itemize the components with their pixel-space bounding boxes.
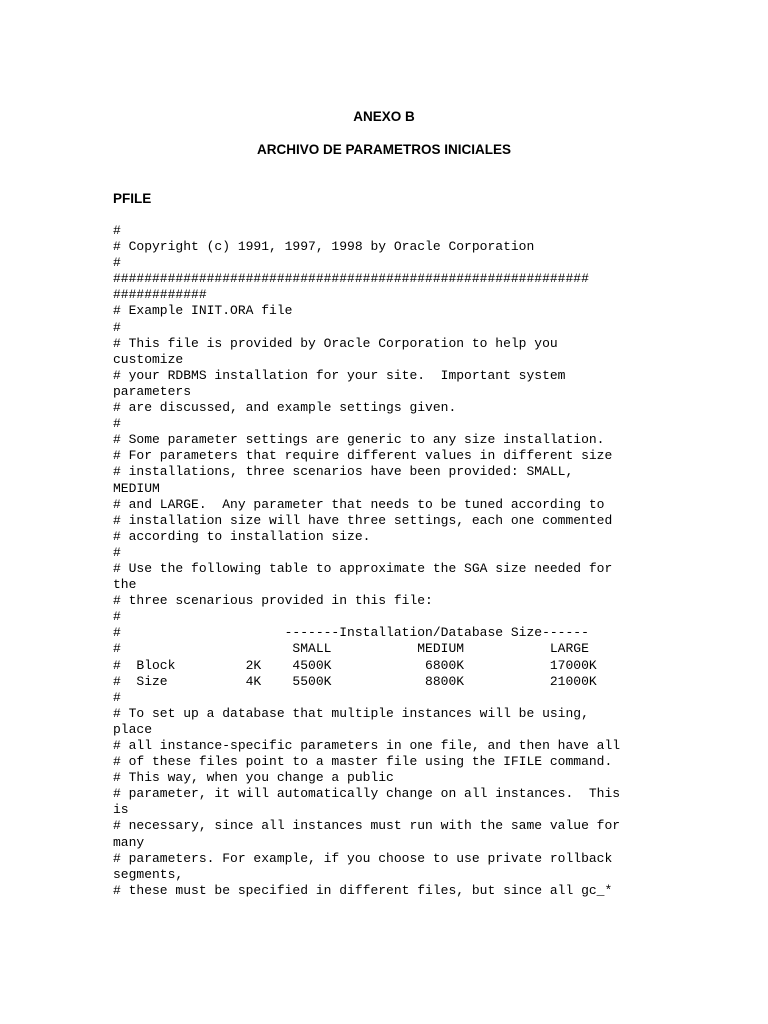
code-line: # [113,416,121,432]
code-line: # Use the following table to approximate the SGA size needed for [113,560,613,576]
code-line: # [113,689,121,705]
code-line: # [113,255,121,271]
code-line: # [113,609,121,625]
code-line: # parameters. For example, if you choose to use private rollback [113,850,613,866]
code-line: # installation size will have three settings, each one commented [113,512,613,528]
code-line: # parameter, it will automatically change on all instances. This [113,786,621,802]
code-line: # Size 4K 5500K 8800K 21000K [113,673,597,689]
code-line: # [113,319,121,335]
code-line: # these must be specified in different files, but since all gc_* [113,882,613,898]
code-line: # Block 2K 4500K 6800K 17000K [113,657,597,673]
annex-title: ANEXO B [353,109,415,124]
code-line: # For parameters that require different values in different size [113,448,613,464]
code-line: # and LARGE. Any parameter that needs to be tuned according to [113,496,605,512]
code-line: segments, [113,866,184,882]
code-line: # necessary, since all instances must run with the same value for [113,818,621,834]
code-line: MEDIUM [113,480,160,496]
code-line: # installations, three scenarios have been provided: SMALL, [113,464,574,480]
code-line: # all instance-specific parameters in one file, and then have all [113,738,621,753]
section-label: PFILE [113,191,152,206]
code-line: ############################################################# [113,271,589,287]
code-line: # To set up a database that multiple instances will be using, [113,705,589,721]
code-line: # This file is provided by Oracle Corporation to help you [113,335,558,351]
code-line: # Example INIT.ORA file [113,303,293,319]
code-line: # according to installation size. [113,528,371,544]
code-line: is [113,802,129,818]
code-line: customize [113,351,184,367]
code-line: parameters [113,383,192,399]
code-line: the [113,577,137,593]
code-line: # three scenarious provided in this file: [113,593,433,609]
code-line: # your RDBMS installation for your site. Important system [113,367,566,383]
code-line: # SMALL MEDIUM LARGE [113,641,589,657]
code-line: # This way, when you change a public [113,770,394,786]
code-line: ############ [113,287,207,303]
code-line: # -------Installation/Database Size------ [113,625,589,641]
code-line: # Some parameter settings are generic to any size installation. [113,432,605,448]
code-line: # of these files point to a master file using the IFILE command. [113,754,613,770]
code-listing [113,223,658,899]
code-line: # Copyright (c) 1991, 1997, 1998 by Oracle Corporation [113,239,535,255]
code-line: # are discussed, and example settings given. [113,400,457,416]
archive-title: ARCHIVO DE PARAMETROS INICIALES [256,142,511,157]
code-line: # [113,223,121,238]
code-line: place [113,721,153,737]
code-line: many [113,834,145,850]
code-line: # [113,544,121,560]
